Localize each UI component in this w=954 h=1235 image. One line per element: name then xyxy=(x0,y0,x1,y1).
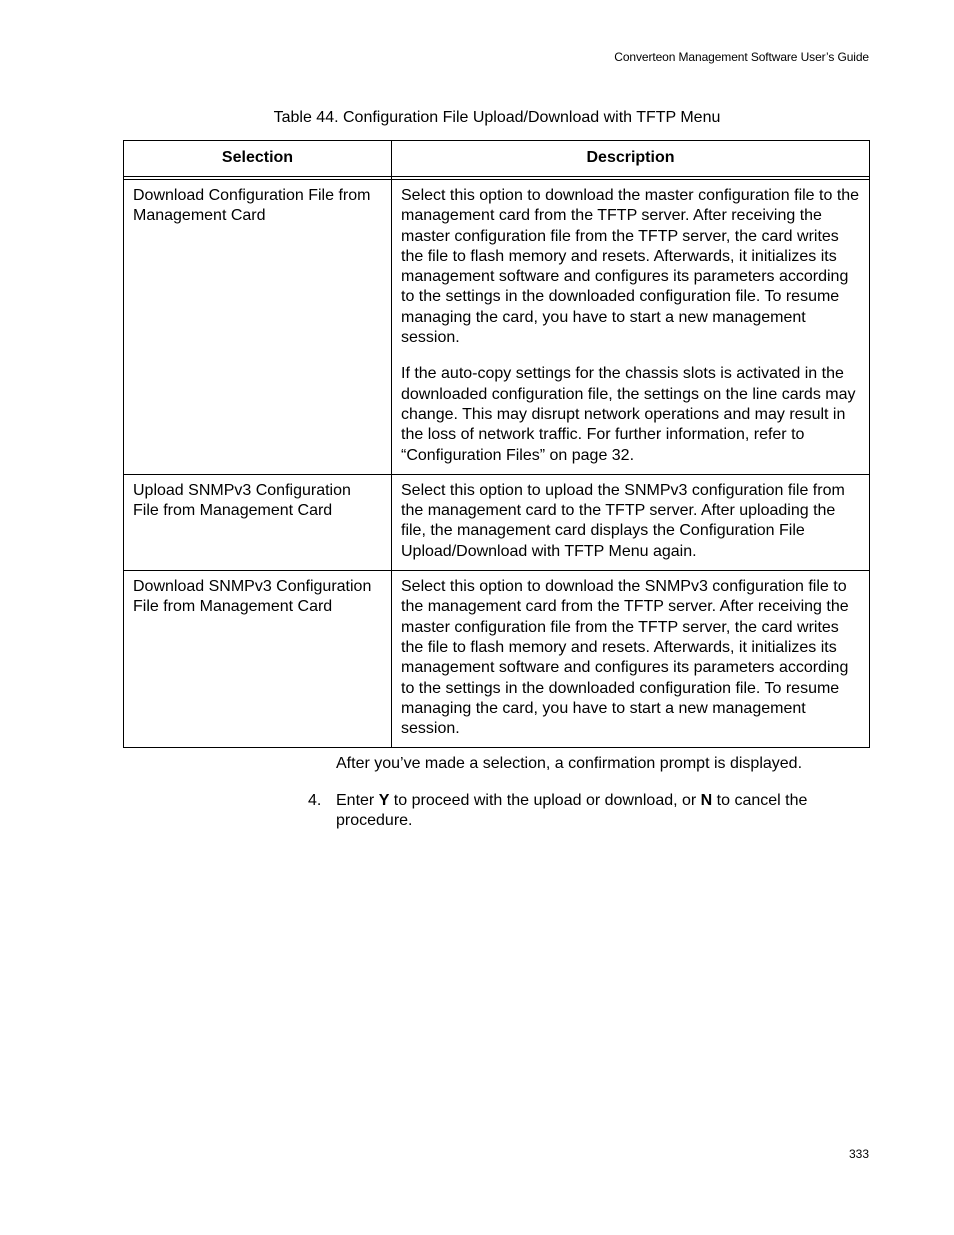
description-paragraph: Select this option to download the SNMPv3 configuration file to the management card from the TFTP server. After receiving the master configuration file from the TFTP server, the card writes the file to flash memory and resets. Afterwards, it initializes its management software and configures its parameters according to the settings in the downloaded configuration file. To resume managing the card, you have to start a new management session. xyxy=(401,578,849,738)
table-header-row xyxy=(124,141,870,177)
key-n: N xyxy=(700,792,713,809)
procedure-step xyxy=(308,791,848,832)
description-cell xyxy=(392,474,870,570)
table-row xyxy=(124,474,870,570)
table-row xyxy=(124,571,870,748)
column-header-selection: Selection xyxy=(124,141,392,177)
selection-cell: Download SNMPv3 Configuration File from Management Card xyxy=(124,571,392,748)
description-cell xyxy=(392,180,870,475)
description-cell xyxy=(392,571,870,748)
table-row xyxy=(124,180,870,475)
step-text: Enter Y to proceed with the upload or download, or N to cancel the procedure. xyxy=(336,792,808,830)
selection-cell: Upload SNMPv3 Configuration File from Management Card xyxy=(124,474,392,570)
confirmation-note: After you’ve made a selection, a confirmation prompt is displayed. xyxy=(336,755,803,772)
description-paragraph: Select this option to upload the SNMPv3 configuration file from the management card to the TFTP server. After uploading the file, the management card displays the Configuration File Upload/Download with TFTP Menu again. xyxy=(401,481,845,560)
configuration-table xyxy=(123,140,870,748)
column-header-description: Description xyxy=(392,141,870,177)
page-number: 333 xyxy=(848,1147,869,1161)
running-header: Converteon Management Software User’s Guide xyxy=(614,50,869,64)
table-caption: Table 44. Configuration File Upload/Download with TFTP Menu xyxy=(273,109,721,126)
selection-cell: Download Configuration File from Management Card xyxy=(124,180,392,475)
description-paragraph: If the auto-copy settings for the chassis slots is activated in the downloaded configuration file, the settings on the line cards may change. This may disrupt network operations and may result in the loss of network traffic. For further information, refer to “Configuration Files” on page 32. xyxy=(401,365,856,464)
step-number: 4. xyxy=(308,792,322,809)
description-paragraph: Select this option to download the master configuration file to the management card from the TFTP server. After receiving the master configuration file from the TFTP server, the card writes the file to flash memory and resets. Afterwards, it initializes its management software and configures its parameters according to the settings in the downloaded configuration file. To resume managing the card, you have to start a new management session. xyxy=(401,187,860,347)
key-y: Y xyxy=(378,792,390,809)
